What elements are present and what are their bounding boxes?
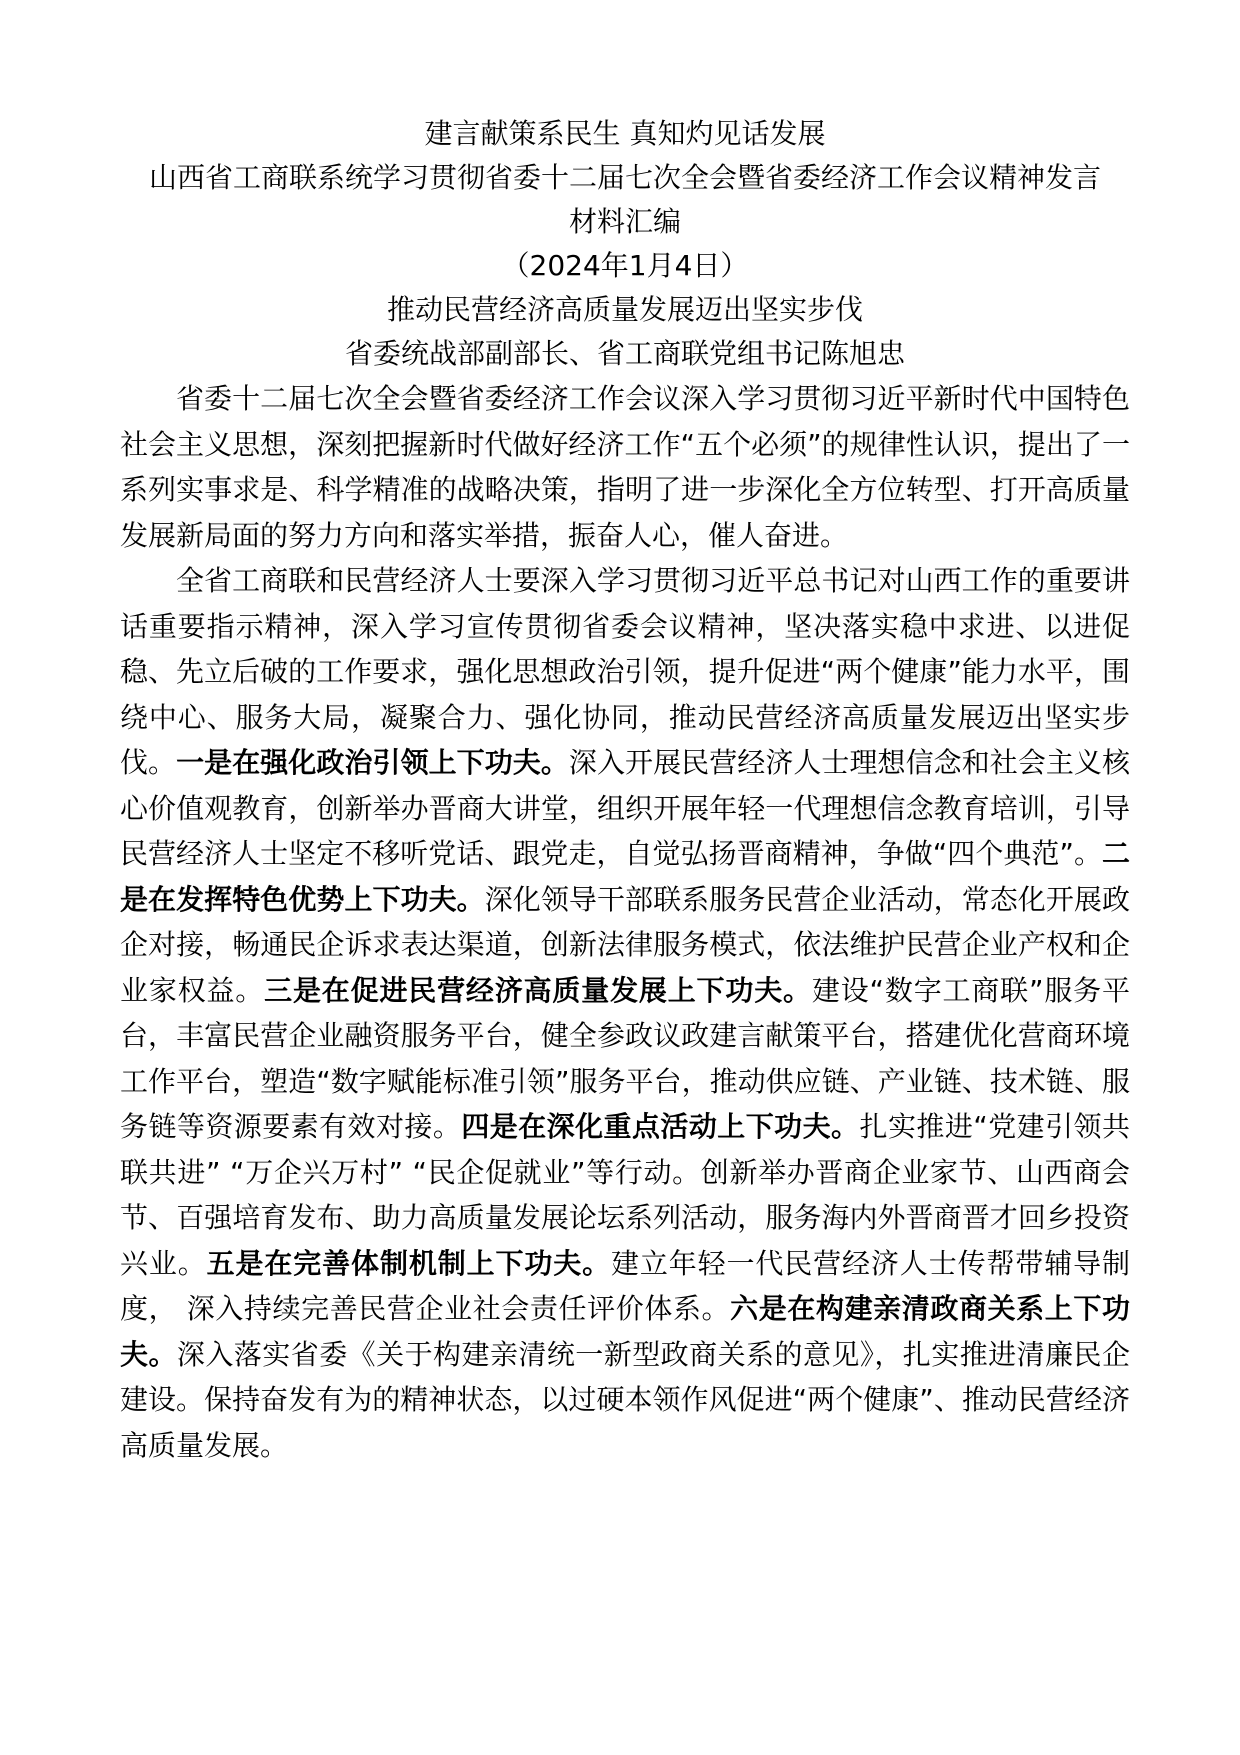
paragraph-1: 省委十二届七次全会暨省委经济工作会议深入学习贯彻习近平新时代中国特色社会主义思想，深刻把握新时代做好经济工作“五个必须”的规律性认识，提出了一系列实事求是、科学精准的战略决策，指明了进一步深化全方位转型、打开高质量发展新局面的努力方向和落实举措，振奋人心，催人奋进。 [120,382,1130,552]
point-6-text: 深入落实省委《关于构建亲清统一新型政商关系的意见》，扎实推进清廉民企建设。保持奋发有为的精神状态，以过硬本领作风促进“两个健康”、推动民营经济高质量发展。 [120,1337,1130,1462]
article-author: 省委统战部副部长、省工商联党组书记陈旭忠 [344,337,905,370]
paragraph-2-intro: 全省工商联和民营经济人士要深入学习贯彻习近平总书记对山西工作的重要讲话重要指示精神，深入学习宣传贯彻省委会议精神，坚决落实稳中求进、以进促稳、先立后破的工作要求，强化思想政治引领，提升促进“两个健康”能力水平，围绕中心、服务大局，凝聚合力、强化协同，推动民营经济高质量发展迈出坚实步伐。 [120,564,1130,779]
document-page [120,112,1130,1468]
point-1-text: 深入开展民营经济人士理想信念和社会主义核心价值观教育，创新举办晋商大讲堂，组织开展年轻一代理想信念教育培训，引导民营经济人士坚定不移听党话、跟党走，自觉弘扬晋商精神，争做“四个典范”。 [120,746,1130,870]
point-5-heading: 五是在完善体制机制上下功夫。 [206,1246,611,1280]
document-date: （2024年1月4日） [501,249,749,282]
paragraph-2 [120,558,1130,1468]
point-3-heading: 三是在促进民营经济高质量发展上下功夫。 [264,973,812,1007]
point-6-heading: 六是在构建亲清政商关系上下功夫。 [120,1292,1130,1371]
document-subtitle-line1: 山西省工商联系统学习贯彻省委十二届七次全会暨省委经济工作会议精神发言 [148,161,1101,194]
document-subtitle-line2: 材料汇编 [568,205,681,238]
point-5-text: 建立年轻一代民营经济人士传帮带辅导制度， 深入持续完善民营企业社会责任评价体系。 [120,1246,1130,1325]
point-3-text: 建设“数字工商联”服务平台，丰富民营企业融资服务平台，健全参政议政建言献策平台，搭建优化营商环境工作平台，塑造“数字赋能标准引领”服务平台，推动供应链、产业链、技术链、服务链等资源要素有效对接。 [120,973,1130,1143]
point-4-text: 扎实推进“党建引领共联共进” “万企兴万村” “民企促就业”等行动。创新举办晋商企业家节、山西商会节、百强培育发布、助力高质量发展论坛系列活动，服务海内外晋商晋才回乡投资兴业。 [120,1110,1130,1280]
point-4-heading: 四是在深化重点活动上下功夫。 [461,1110,860,1143]
point-1-heading: 一是在强化政治引领上下功夫。 [176,746,569,779]
point-2-text: 深化领导干部联系服务民营企业活动，常态化开展政企对接，畅通民企诉求表达渠道，创新法律服务模式，依法维护民营企业产权和企业家权益。 [120,882,1130,1007]
document-title: 建言献策系民生 真知灼见话发展 [424,117,826,150]
article-title: 推动民营经济高质量发展迈出坚实步伐 [386,293,863,326]
point-2-heading: 二是在发挥特色优势上下功夫。 [120,837,1130,916]
